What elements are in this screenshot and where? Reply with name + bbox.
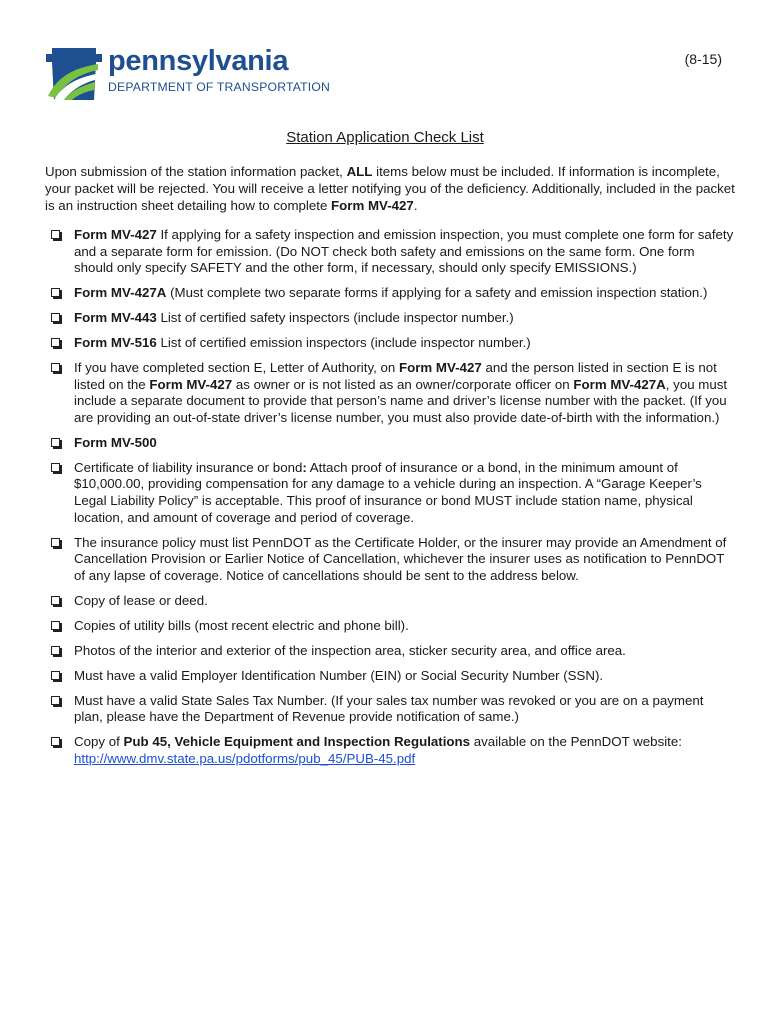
- item-bold: Form MV-443: [74, 310, 157, 326]
- intro-text: Upon submission of the station information packet,: [45, 164, 347, 179]
- item-text: Copy of: [74, 734, 124, 750]
- checklist-item: [51, 668, 735, 685]
- item-text: Must have a valid State Sales Tax Number. (If your sales tax number was revoked or you are on a payment plan, please have the Department of Revenue provide notification of same.): [74, 692, 704, 725]
- checklist-item: [51, 734, 735, 767]
- item-text: , you must include a separate document to provide that person’s name and driver’s license number with the packet. (If you are providing an out-of-state driver’s license number, you must also provide date-of-birth with the information.): [74, 376, 728, 425]
- checkbox-icon: [51, 671, 60, 680]
- checkbox-icon: [51, 463, 60, 472]
- checklist-item: [51, 435, 735, 452]
- checklist-item: [51, 335, 735, 352]
- item-bold: Form MV-427A: [74, 285, 167, 301]
- item-text: Certificate of liability insurance or bond: [74, 459, 303, 475]
- checkbox-icon: [51, 737, 60, 746]
- item-text: If you have completed section E, Letter of Authority, on: [74, 360, 399, 376]
- item-text: Copy of lease or deed.: [74, 592, 208, 608]
- intro-bold: Form MV-427: [331, 198, 414, 213]
- item-bold: Form MV-427A: [573, 376, 666, 392]
- item-text: as owner or is not listed as an owner/corporate officer on: [232, 376, 574, 392]
- checklist-item: [51, 310, 735, 327]
- checklist-item: [51, 618, 735, 635]
- checkbox-icon: [51, 646, 60, 655]
- item-bold: Form MV-516: [74, 335, 157, 351]
- item-text: If applying for a safety inspection and emission inspection, you must complete one form for safety and a separate form for emission. (Do NOT check both safety and emissions on the same form. One form should only specify SAFETY and the other form, if necessary, should only specify EMISSIONS.): [74, 227, 734, 276]
- checklist-item: [51, 285, 735, 302]
- pub45-link[interactable]: http://www.dmv.state.pa.us/pdotforms/pub_45/PUB-45.pdf: [74, 750, 416, 766]
- intro-text: items below must be included. If information is incomplete, your packet will be rejected. You will receive a letter notifying you of the deficiency. Additionally, included in the packet is an instruction sheet detailing how to complete: [45, 164, 735, 213]
- item-text: List of certified safety inspectors (include inspector number.): [156, 310, 514, 326]
- checklist: [51, 227, 735, 776]
- checkbox-icon: [51, 621, 60, 630]
- penndot-logo: [44, 46, 334, 102]
- checklist-item: [51, 593, 735, 610]
- checkbox-icon: [51, 696, 60, 705]
- item-text: (Must complete two separate forms if applying for a safety and emission inspection station.): [166, 285, 708, 301]
- checkbox-icon: [51, 538, 60, 547]
- brand-name: pennsylvania: [108, 45, 289, 77]
- item-bold: Form MV-427: [74, 227, 157, 242]
- item-bold: :: [302, 459, 307, 475]
- revision-date: (8-15): [684, 51, 722, 67]
- item-bold: Form MV-500: [74, 434, 157, 450]
- department-name: DEPARTMENT OF TRANSPORTATION: [108, 80, 331, 94]
- checkbox-icon: [51, 596, 60, 605]
- checklist-item: [51, 535, 735, 585]
- item-text: and the person listed in section E is not listed on the: [74, 360, 717, 392]
- keystone-icon: [44, 46, 104, 102]
- intro-bold: ALL: [346, 164, 373, 179]
- checkbox-icon: [51, 230, 60, 239]
- checkbox-icon: [51, 288, 60, 297]
- checkbox-icon: [51, 338, 60, 347]
- item-text: Copies of utility bills (most recent electric and phone bill).: [74, 617, 409, 633]
- intro-text: .: [413, 198, 418, 213]
- item-text: Attach proof of insurance or a bond, in the minimum amount of $10,000.00, providing compensation for any damage to a vehicle during an inspection. A “Garage Keeper’s Legal Liability Policy” is acceptable. This proof of insurance or bond MUST include station name, physical location, and amount of coverage and period of coverage.: [74, 459, 702, 525]
- page-title: Station Application Check List: [286, 129, 484, 146]
- checklist-item: [51, 643, 735, 660]
- item-text: Must have a valid Employer Identification Number (EIN) or Social Security Number (SSN).: [74, 667, 604, 683]
- checkbox-icon: [51, 313, 60, 322]
- item-text: The insurance policy must list PennDOT as the Certificate Holder, or the insurer may provide an Amendment of Cancellation Provision or Earlier Notice of Cancellation, whichever the insurer uses as notification to PennDOT of any lapse of coverage. Notice of cancellations should be sent to the address below.: [74, 534, 727, 583]
- checklist-item: [51, 360, 735, 426]
- checklist-item: [51, 693, 735, 726]
- item-text: List of certified emission inspectors (include inspector number.): [156, 335, 531, 351]
- item-bold: Form MV-427: [398, 360, 482, 376]
- checkbox-icon: [51, 438, 60, 447]
- item-text: Photos of the interior and exterior of the inspection area, sticker security area, and office area.: [74, 642, 626, 658]
- intro-paragraph: [45, 163, 735, 214]
- item-text: available on the PennDOT website:: [470, 734, 682, 750]
- item-bold: Pub 45, Vehicle Equipment and Inspection Regulations: [123, 734, 471, 750]
- checklist-item: [51, 460, 735, 526]
- checkbox-icon: [51, 363, 60, 372]
- checklist-item: [51, 227, 735, 277]
- item-bold: Form MV-427: [149, 376, 233, 392]
